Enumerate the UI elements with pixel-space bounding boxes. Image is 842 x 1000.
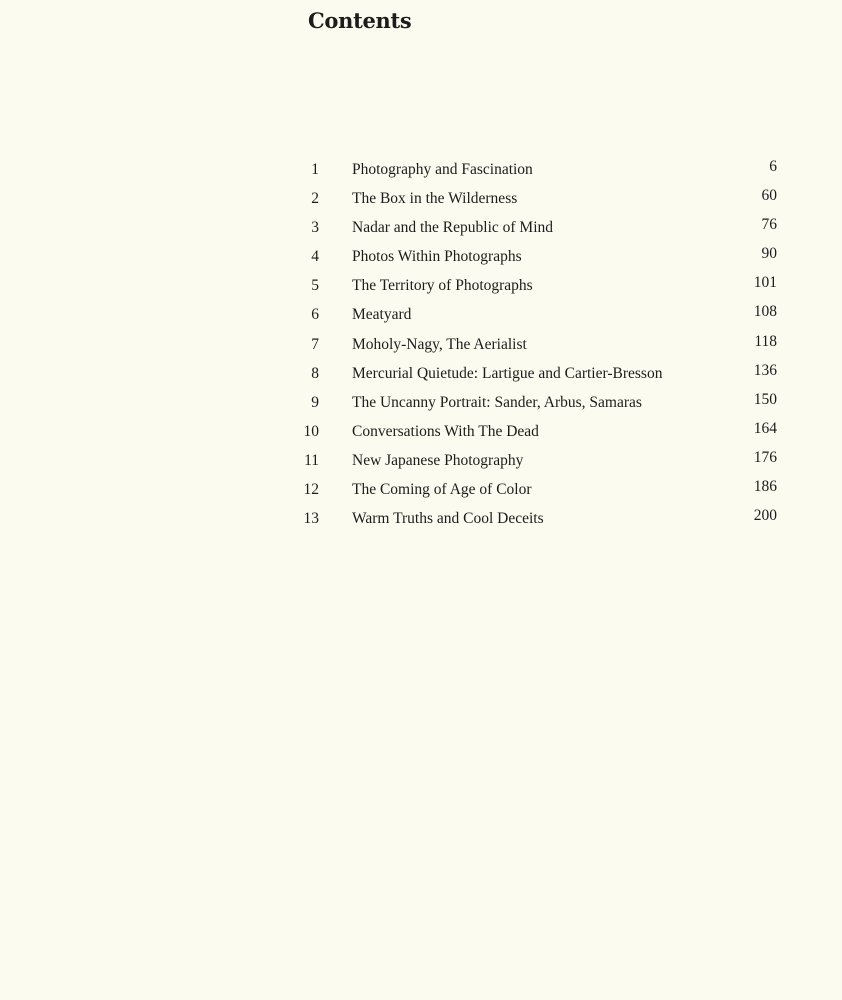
table-of-contents <box>290 155 780 533</box>
chapter-number: 6 <box>311 306 319 324</box>
chapter-title: The Territory of Photographs <box>352 277 533 295</box>
page-number: 150 <box>753 390 777 408</box>
toc-entry <box>290 184 780 213</box>
toc-entry <box>290 475 780 504</box>
toc-entry <box>290 213 780 242</box>
page-title: Contents <box>308 8 412 33</box>
chapter-title: Warm Truths and Cool Deceits <box>352 510 544 528</box>
chapter-number: 5 <box>311 277 319 295</box>
chapter-title: New Japanese Photography <box>352 451 524 469</box>
chapter-title: Nadar and the Republic of Mind <box>352 219 554 237</box>
chapter-number: 10 <box>303 422 319 440</box>
chapter-title: The Uncanny Portrait: Sander, Arbus, Samaras <box>352 393 642 411</box>
toc-entry <box>290 388 780 417</box>
page-number: 136 <box>753 361 777 379</box>
toc-entry <box>290 504 780 533</box>
page-number: 60 <box>761 187 777 205</box>
chapter-number: 2 <box>311 190 319 208</box>
chapter-title: Mercurial Quietude: Lartigue and Cartier-Bresson <box>352 364 663 382</box>
toc-entry <box>290 155 780 184</box>
page-number: 200 <box>753 507 777 525</box>
chapter-number: 11 <box>304 451 319 469</box>
chapter-number: 8 <box>311 364 319 382</box>
toc-entry <box>290 271 780 300</box>
chapter-title: Moholy-Nagy, The Aerialist <box>352 335 527 353</box>
toc-entry <box>290 446 780 475</box>
page-number: 108 <box>753 303 777 321</box>
toc-entry <box>290 242 780 271</box>
chapter-number: 13 <box>303 510 319 528</box>
page-number: 118 <box>754 332 777 350</box>
page-number: 101 <box>753 274 777 292</box>
page-number: 90 <box>761 245 777 263</box>
chapter-number: 4 <box>311 248 319 266</box>
page-number: 76 <box>761 216 777 234</box>
toc-entry <box>290 330 780 359</box>
toc-entry <box>290 359 780 388</box>
page-number: 164 <box>753 419 777 437</box>
toc-entry <box>290 417 780 446</box>
chapter-title: Photos Within Photographs <box>352 248 522 266</box>
page-number: 176 <box>753 448 777 466</box>
chapter-number: 1 <box>311 161 319 178</box>
page-number: 186 <box>753 478 777 496</box>
chapter-title: The Coming of Age of Color <box>352 481 532 499</box>
chapter-number: 3 <box>311 219 319 237</box>
chapter-title: The Box in the Wilderness <box>352 190 518 208</box>
page-number: 6 <box>769 158 777 175</box>
chapter-number: 9 <box>311 393 319 411</box>
chapter-title: Meatyard <box>352 306 412 324</box>
chapter-number: 7 <box>311 335 319 353</box>
chapter-title: Photography and Fascination <box>352 161 533 178</box>
toc-entry <box>290 300 780 329</box>
chapter-title: Conversations With The Dead <box>352 422 539 440</box>
chapter-number: 12 <box>303 481 319 499</box>
